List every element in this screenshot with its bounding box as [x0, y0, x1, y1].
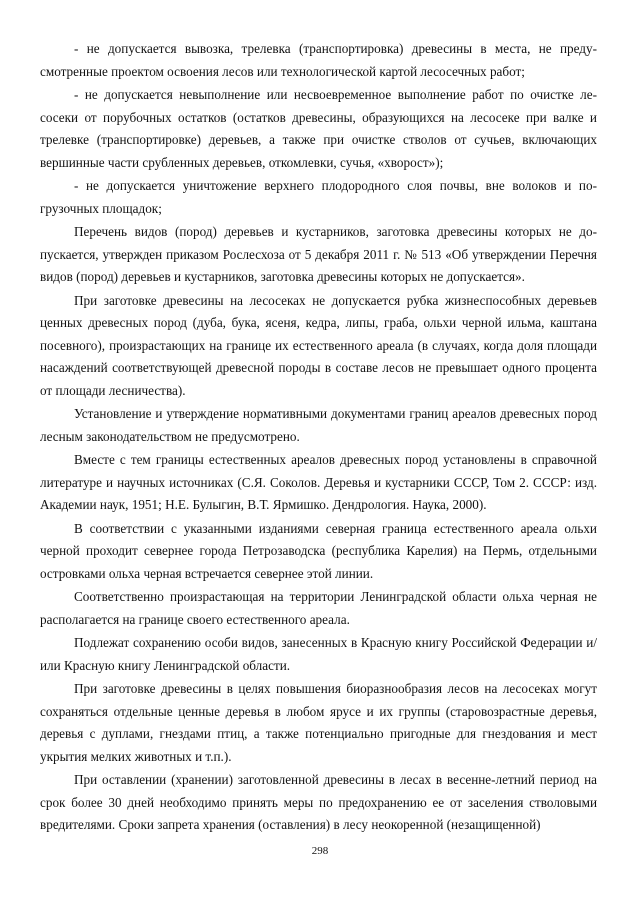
paragraph-timber-storage: При оставлении (хранении) заготовленной древесины в лесах в весенне-летний период на срок более 30 дней необходимо принять меры по предохранению ее от заселения стволовыми вредителями. Сроки запрета хранения (оставления) в лесу неокоренной (незащищенной)	[40, 772, 597, 832]
paragraph-valuable-species: При заготовке древесины на лесосеках не допускается рубка жизнеспособных деревьев ценных древесных пород (дуба, бука, ясеня, кедра, липы, граба, ольхи черной ильма, каштана посевного), произрастающих на границе их естественного ареала (в случаях, когда доля площади насаждений соответствующей древесной породы в составе лесов не превышает одного процента от площади лесничества).	[40, 292, 597, 398]
body-text	[40, 38, 597, 838]
paragraph-ban-soil-destruction: - не допускается уничтожение верхнего плодородного слоя почвы, вне волоков и погрузочных площадок;	[40, 178, 597, 216]
paragraph-leningrad-alder: Соответственно произрастающая на территории Ленинградской области ольха черная не располагается на границе своего естественного ареала.	[40, 589, 597, 627]
paragraph-red-book: Подлежат сохранению особи видов, занесенных в Красную книгу Российской Федерации и/или Красную книгу Ленинградской области.	[40, 635, 597, 673]
paragraph-reference-literature: Вместе с тем границы естественных ареалов древесных пород установлены в справочной литературе и научных источниках (С.Я. Соколов. Деревья и кустарники СССР, Том 2. СССР: изд. Академии наук, 1951; Н.Е. Булыгин, В.Т. Ярмишко. Дендрология. Наука, 2000).	[40, 452, 597, 512]
paragraph-biodiversity: При заготовке древесины в целях повышения биоразнообразия лесов на лесосеках могут сохраняться отдельные ценные деревья в любом ярусе и их группы (старовозрастные деревья, деревья с дуплами, гнездами птиц, а также потенциально пригодные для гнездования и мест укрытия мелких животных и т.п.).	[40, 681, 597, 764]
paragraph-range-boundaries: Установление и утверждение нормативными документами границ ареалов древесных пород лесным законодательством не предусмотрено.	[40, 406, 597, 444]
paragraph-ban-hauling: - не допускается вывозка, трелевка (транспортировка) древесины в места, не предусмотренные проектом освоения лесов или технологической картой лесосечных работ;	[40, 41, 597, 79]
page-number: 298	[311, 845, 329, 857]
paragraph-ban-cleanup-failure: - не допускается невыполнение или несвоевременное выполнение работ по очистке лесосеки от порубочных остатков (остатков древесины, образующихся на лесосеке при валке и трелевке (транспортировке) деревьев, а также при очистке стволов от сучьев, включающих вершинные части срубленных деревьев, откомлевки, сучья, «хворост»);	[40, 87, 597, 170]
paragraph-black-alder-range: В соответствии с указанными изданиями северная граница естественного ареала ольхи черной проходит севернее города Петрозаводска (республика Карелия) на Пермь, отдельными островками ольха черная встречается севернее этой линии.	[40, 520, 597, 581]
paragraph-species-list: Перечень видов (пород) деревьев и кустарников, заготовка древесины которых не допускается, утвержден приказом Рослесхоза от 5 декабря 2011 г. № 513 «Об утверждении Перечня видов (пород) деревьев и кустарников, заготовка древесины которых не допускается».	[40, 224, 597, 284]
